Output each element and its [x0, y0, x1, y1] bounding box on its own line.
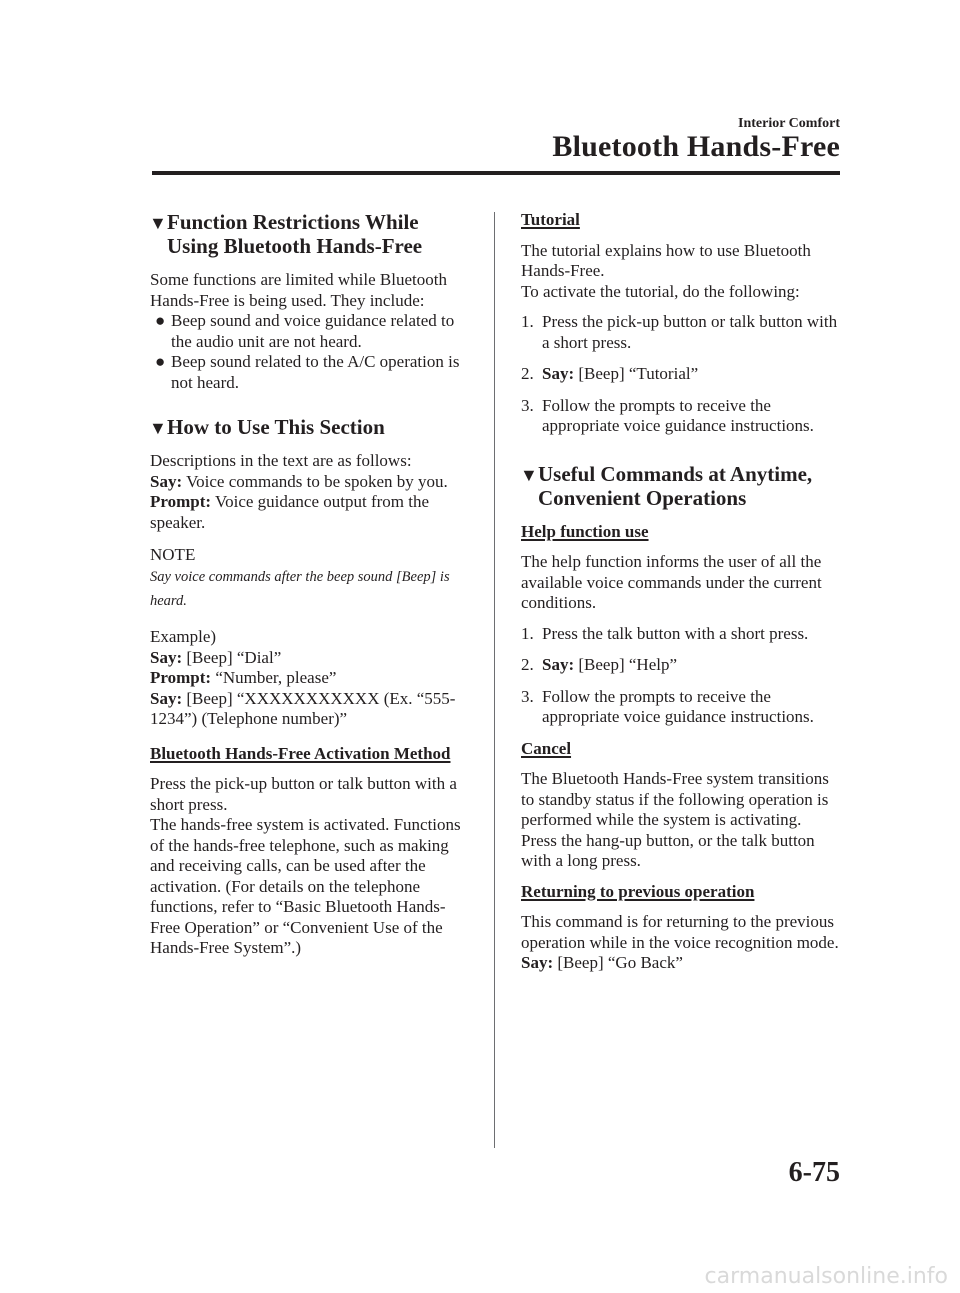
help-heading: Help function use	[521, 521, 649, 541]
page-title: Bluetooth Hands-Free	[552, 130, 840, 163]
return-text: This command is for returning to the previous operation while in the voice recognition mode.	[521, 912, 839, 952]
cancel-heading: Cancel	[521, 738, 572, 758]
tutorial-step: 3. Follow the prompts to receive the appropriate voice guidance instructions.	[521, 395, 814, 435]
useful-heading: ▼ Useful Commands at Anytime, Convenient Operations	[520, 461, 813, 510]
example-line: Say: [Beep] “Dial”	[150, 647, 282, 667]
bullet-icon: ●	[155, 311, 166, 330]
howto-prompt: Prompt: Voice guidance output from the speaker.	[150, 492, 430, 532]
tutorial-step: 2. Say: [Beep] “Tutorial”	[521, 364, 699, 383]
bullet-icon: ●	[155, 352, 166, 371]
return-heading: Returning to previous operation	[521, 881, 755, 901]
watermark: carmanualsonline.info	[704, 1264, 948, 1289]
activation-text: Press the pick-up button or talk button with a short press. The hands-free system is activated. Functions of the hands-free telephone, such as making and receiving calls, can be used after the activation. (For details on the telephone functions, refer to “Basic Bluetooth Hands-Free Operation” or “Convenient Use of the Hands-Free System”.)	[150, 774, 461, 957]
restrictions-heading: ▼ Function Restrictions While Using Bluetooth Hands-Free	[149, 210, 423, 258]
header-section: Interior Comfort	[738, 116, 840, 131]
help-step: 1. Press the talk button with a short press.	[521, 623, 809, 643]
howto-intro: Descriptions in the text are as follows:	[150, 451, 412, 470]
restrictions-intro: Some functions are limited while Bluetooth Hands-Free is being used. They include:	[150, 270, 447, 310]
howto-heading: ▼ How to Use This Section	[149, 415, 385, 439]
activation-heading: Bluetooth Hands-Free Activation Method	[150, 743, 451, 763]
left-column	[150, 210, 475, 959]
howto-say: Say: Voice commands to be spoken by you.	[150, 471, 448, 491]
right-column	[521, 210, 841, 974]
example-line: Prompt: “Number, please”	[150, 668, 337, 687]
help-step: 3. Follow the prompts to receive the appropriate voice guidance instructions.	[521, 686, 814, 726]
tutorial-heading: Tutorial	[521, 210, 580, 229]
page-number: 6-75	[788, 1157, 840, 1188]
example-label: Example)	[150, 627, 217, 646]
help-step: 2. Say: [Beep] “Help”	[521, 655, 678, 674]
note-text: Say voice commands after the beep sound [Beep] is heard.	[150, 569, 450, 609]
tutorial-text: The tutorial explains how to use Bluetooth Hands-Free. To activate the tutorial, do the following:	[521, 240, 811, 301]
restrictions-bullet: ● Beep sound related to the A/C operation is not heard.	[155, 352, 460, 392]
cancel-text: The Bluetooth Hands-Free system transitions to standby status if the following operation is performed while the system is activating. Press the hang-up button, or the talk button with a long press.	[521, 769, 829, 870]
return-say: Say: [Beep] “Go Back”	[521, 953, 683, 972]
triangle-down-icon: ▼	[149, 418, 167, 438]
help-text: The help function informs the user of all the available voice commands under the current conditions.	[521, 552, 822, 612]
tutorial-step: 1. Press the pick-up button or talk button with a short press.	[521, 312, 838, 352]
note-label: NOTE	[150, 545, 196, 564]
restrictions-bullet: ● Beep sound and voice guidance related to the audio unit are not heard.	[155, 311, 455, 351]
column-divider	[494, 212, 495, 1148]
triangle-down-icon: ▼	[520, 464, 538, 485]
example-line: Say: [Beep] “XXXXXXXXXXX (Ex. “555-1234”) (Telephone number)”	[150, 688, 456, 728]
triangle-down-icon: ▼	[149, 213, 167, 233]
header-rule	[152, 171, 840, 175]
